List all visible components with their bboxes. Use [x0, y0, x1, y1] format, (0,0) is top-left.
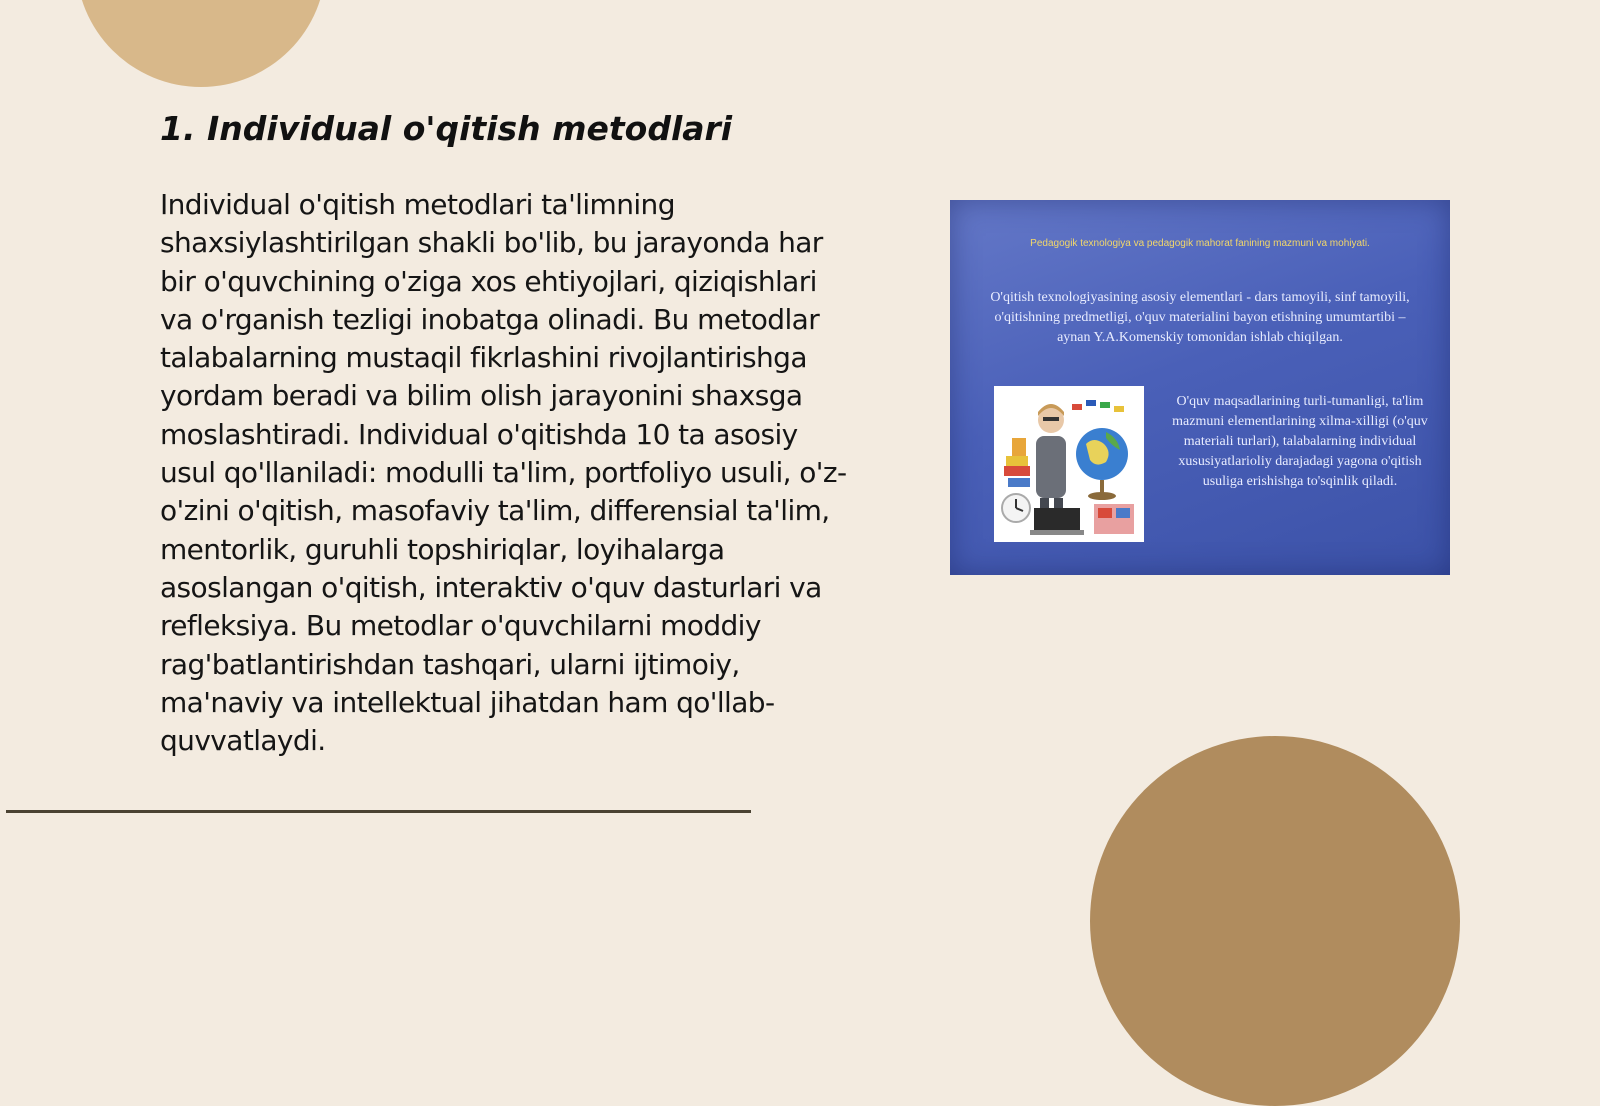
embedded-slide-paragraph-1: O'qitish texnologiyasining asosiy elementlari - dars tamoyili, sinf tamoyili, o'qitishning predmetligi, o'quv materialini bayon etishning umumtartibi – aynan Y.A.Komenskiy tomonidan ishlab chiqilgan. [990, 290, 1410, 345]
decorative-circle-top [76, 0, 326, 87]
horizontal-rule [6, 810, 751, 813]
embedded-slide-title: Pedagogik texnologiya va pedagogik mahorat fanining mazmuni va mohiyati. [1030, 238, 1370, 249]
slide-body-text: Individual o'qitish metodlari ta'limning shaxsiylashtirilgan shakli bo'lib, bu jarayonda har bir o'quvchining o'ziga xos ehtiyojlari, qiziqishlari va o'rganish tezligi inobatga olinadi. Bu metodlar talabalarning mustaqil fikrlashini rivojlantirishga yordam beradi va bilim olish jarayonini shaxsga moslashtiradi. Individual o'qitishda 10 ta asosiy usul qo'llaniladi: modulli ta'lim, portfoliyo usuli, o'z-o'zini o'qitish, masofaviy ta'lim, differensial ta'lim, mentorlik, guruhli topshiriqlar, loyihalarga asoslangan o'qitish, interaktiv o'quv dasturlari va refleksiya. Bu metodlar o'quvchilarni moddiy rag'batlantirishdan tashqari, ularni ijtimoiy, ma'naviy va intellektual jihatdan ham qo'llab-quvvatlaydi. [160, 188, 847, 758]
embedded-slide-image [950, 200, 1450, 575]
slide-title: 1. Individual o'qitish metodlari [160, 109, 733, 148]
embedded-slide-paragraph-2: O'quv maqsadlarining turli-tumanligi, ta'lim mazmuni elementlarining xilma-xilligi (o'quv materiali turlari), talabalarning individual xususiyatlarioliy darajadagi yagona o'qitish usuliga erishishga to'sqinlik qiladi. [1172, 394, 1428, 489]
teacher-globe-icon [994, 386, 1144, 542]
decorative-circle-bottom [1090, 736, 1460, 1106]
teacher-illustration [994, 386, 1144, 542]
